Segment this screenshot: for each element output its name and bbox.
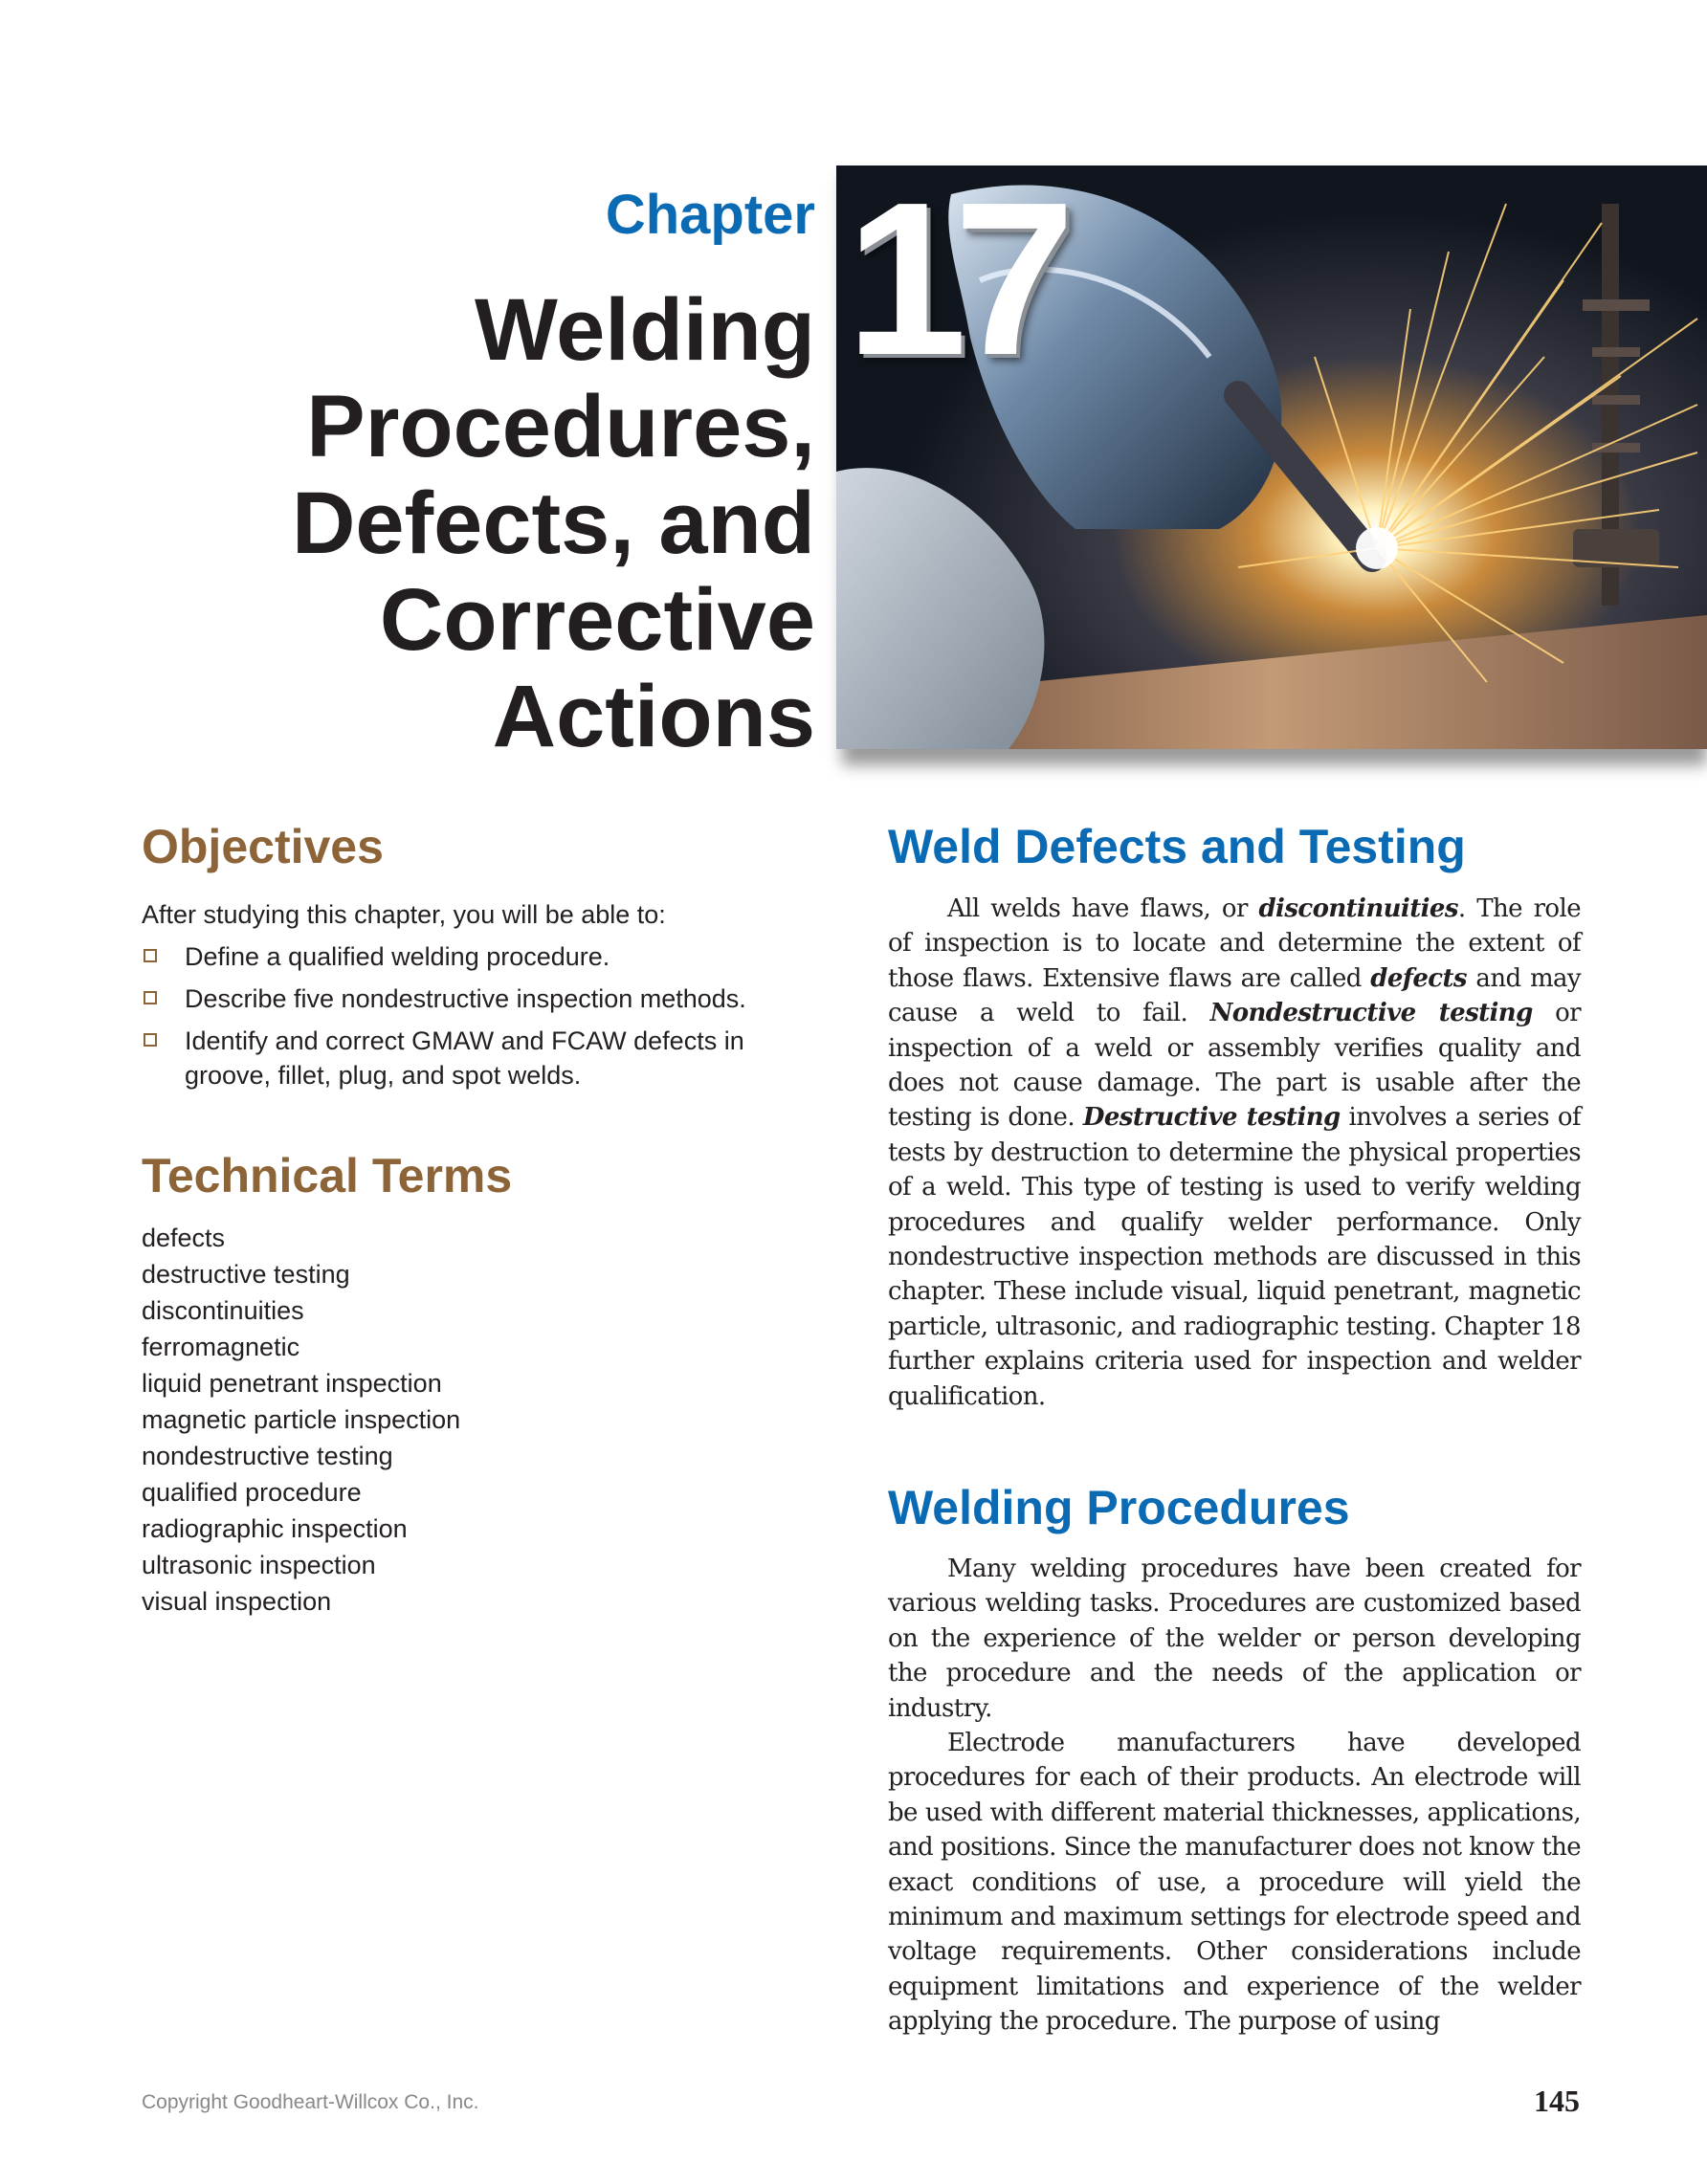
- checkbox-bullet-icon: [144, 1033, 157, 1047]
- chapter-title-line: Actions: [492, 668, 815, 765]
- list-item: [142, 939, 811, 974]
- checkbox-bullet-icon: [144, 991, 157, 1004]
- chapter-number: 17: [846, 158, 1062, 401]
- chapter-title-line: Welding: [474, 281, 815, 379]
- chapter-title-line: Procedures,: [306, 378, 815, 475]
- copyright-notice: Copyright Goodheart-Willcox Co., Inc.: [142, 2091, 479, 2113]
- list-item: discontinuities: [142, 1296, 304, 1325]
- objective-text: Identify and correct GMAW and FCAW defects in groove, fillet, plug, and spot welds.: [185, 1026, 744, 1090]
- checkbox-bullet-icon: [144, 949, 157, 962]
- paragraph: [888, 892, 1581, 1414]
- page-number: 145: [1534, 2084, 1580, 2118]
- list-item: radiographic inspection: [142, 1514, 408, 1543]
- list-item: qualified procedure: [142, 1478, 362, 1507]
- weld-defects-heading: Weld Defects and Testing: [888, 820, 1466, 873]
- technical-terms-heading: Technical Terms: [142, 1149, 513, 1202]
- text-run: involves a series of tests by destruction to determine the physical properties of a weld. This type of testing is used to verify welding procedures and qualify welder performance. Only nondestructive inspection methods are discussed in this chapter. These include visual, liquid penetrant, magnetic particle, ultrasonic, and radiographic testing. Chapter 18 further explains criteria used for inspection and welder qualification.: [888, 1103, 1581, 1411]
- weld-defects-body: [888, 892, 1581, 1414]
- objective-text: Define a qualified welding procedure.: [185, 942, 610, 971]
- paragraph: Electrode manufacturers have developed procedures for each of their products. An electrode will be used with different material thicknesses, applications, and positions. Since the manufacturer does not know the exact conditions of use, a procedure will yield the minimum and maximum settings for electrode speed and voltage requirements. Other considerations include equipment limitations and experience of the welder applying the procedure. The purpose of using: [888, 1729, 1581, 2037]
- chapter-title-line: Corrective: [379, 571, 815, 669]
- list-item: ferromagnetic: [142, 1333, 300, 1361]
- list-item: nondestructive testing: [142, 1442, 393, 1470]
- list-item: defects: [142, 1224, 226, 1252]
- welding-procedures-heading: Welding Procedures: [888, 1481, 1350, 1534]
- chapter-title: [145, 282, 815, 765]
- list-item: [142, 1024, 770, 1092]
- list-item: liquid penetrant inspection: [142, 1369, 442, 1398]
- list-item: ultrasonic inspection: [142, 1551, 376, 1579]
- objectives-heading: Objectives: [142, 820, 384, 873]
- chapter-label: Chapter: [605, 184, 815, 246]
- text-run: . The role of inspection is to locate and determine the extent of those flaws. Extensive flaws are called: [888, 894, 1581, 993]
- objective-text: Describe five nondestructive inspection methods.: [185, 984, 746, 1013]
- paragraph: Many welding procedures have been created for various welding tasks. Procedures are customized based on the experience of the welder or person developing the procedure and the needs of the application or industry.: [888, 1555, 1581, 1723]
- welding-procedures-body: [888, 1552, 1581, 2040]
- list-item: visual inspection: [142, 1587, 332, 1616]
- chapter-title-line: Defects, and: [291, 474, 815, 572]
- objectives-intro: After studying this chapter, you will be able to:: [142, 900, 666, 929]
- objectives-list: [142, 939, 811, 1100]
- technical-terms-list: [142, 1220, 460, 1620]
- text-run: and may cause a weld to fail.: [888, 963, 1582, 1028]
- term-discontinuities: discontinuities: [1258, 894, 1458, 923]
- list-item: [142, 982, 811, 1016]
- term-destructive-testing: Destructive testing: [1082, 1103, 1341, 1133]
- list-item: destructive testing: [142, 1260, 350, 1289]
- text-run: or inspection of a weld or assembly verifies quality and does not cause damage. The part is usable after the testing is done.: [888, 999, 1581, 1133]
- term-defects: defects: [1370, 963, 1467, 993]
- text-run: All welds have flaws, or: [947, 894, 1259, 923]
- list-item: magnetic particle inspection: [142, 1405, 461, 1434]
- term-nondestructive-testing: Nondestructive testing: [1209, 999, 1533, 1028]
